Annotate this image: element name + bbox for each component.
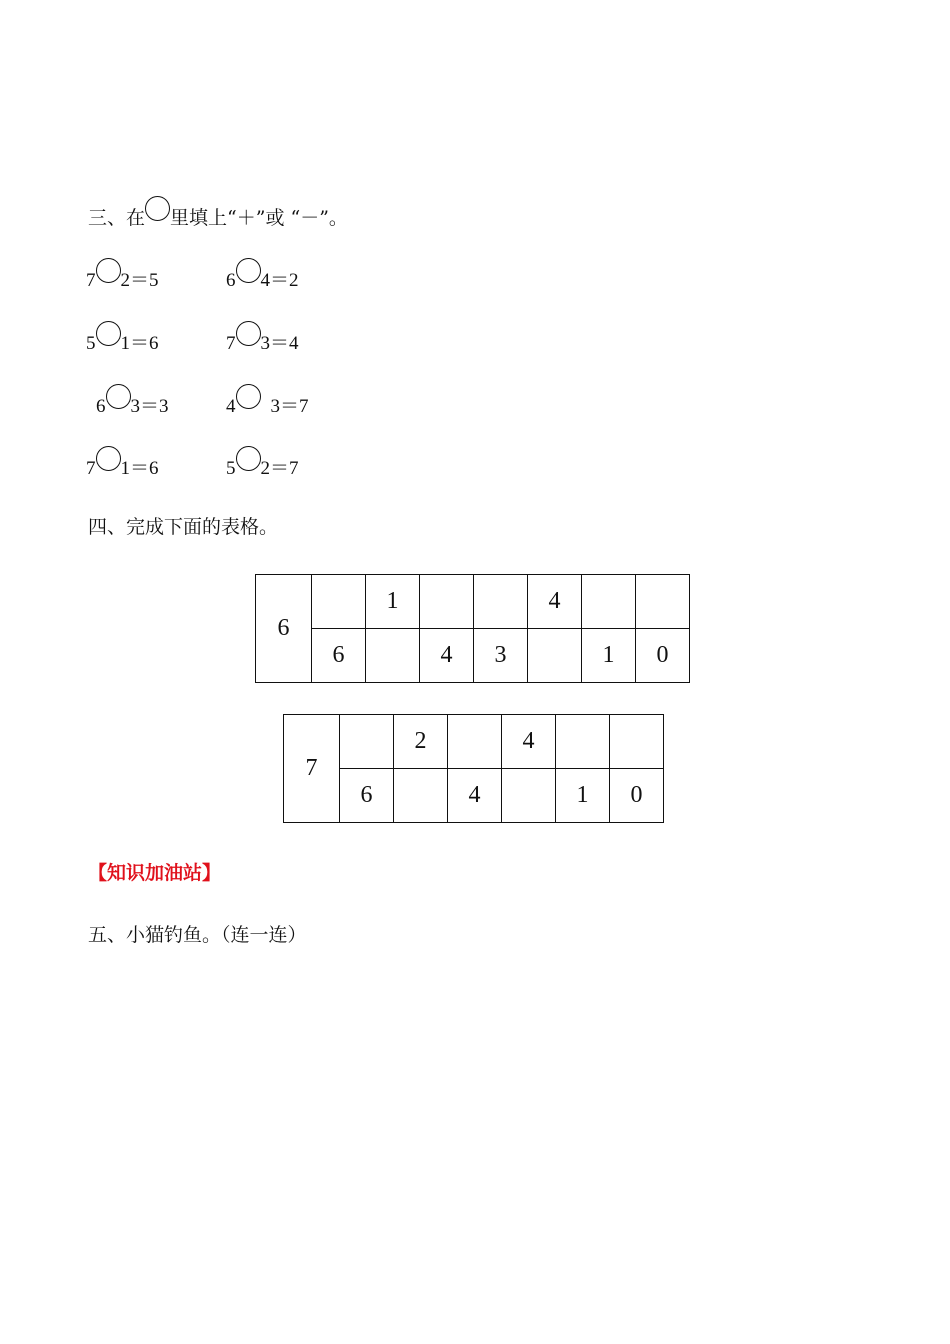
equation-8: 5 2＝7 — [226, 446, 299, 482]
table-cell[interactable]: 1 — [556, 769, 610, 823]
answer-circle-icon — [145, 196, 170, 221]
table-cell[interactable]: 0 — [610, 769, 664, 823]
table-cell[interactable] — [636, 575, 690, 629]
table-cell[interactable]: 1 — [582, 629, 636, 683]
table-cell[interactable] — [474, 575, 528, 629]
table-cell[interactable]: 2 — [394, 715, 448, 769]
table-cell[interactable] — [556, 715, 610, 769]
table-7 — [283, 714, 664, 823]
answer-circle-8[interactable] — [236, 446, 261, 471]
section4-heading: 四、完成下面的表格。 — [88, 516, 279, 538]
equation-1: 7 2＝5 — [86, 258, 159, 294]
knowledge-station-label: 【知识加油站】 — [88, 862, 222, 884]
answer-circle-4[interactable] — [236, 321, 261, 346]
answer-circle-1[interactable] — [96, 258, 121, 283]
table-cell[interactable]: 3 — [474, 629, 528, 683]
table-cell[interactable] — [528, 629, 582, 683]
equation-7: 7 1＝6 — [86, 446, 159, 482]
section3-heading-after: 里填上“＋”或 “－”。 — [170, 207, 348, 229]
table-head: 7 — [284, 715, 340, 823]
answer-circle-5[interactable] — [106, 384, 131, 409]
table-cell[interactable] — [582, 575, 636, 629]
equation-2: 6 4＝2 — [226, 258, 299, 294]
table-cell[interactable] — [448, 715, 502, 769]
table-cell[interactable]: 4 — [502, 715, 556, 769]
equation-3: 5 1＝6 — [86, 321, 159, 357]
table-head: 6 — [256, 575, 312, 683]
section3-heading — [88, 196, 348, 231]
table-cell[interactable]: 4 — [420, 629, 474, 683]
table-cell[interactable] — [366, 629, 420, 683]
table-cell[interactable]: 6 — [312, 629, 366, 683]
section3-heading-before: 三、在 — [88, 207, 146, 229]
table-cell[interactable] — [394, 769, 448, 823]
section5-heading: 五、小猫钓鱼。（连一连） — [88, 924, 307, 946]
table-6 — [255, 574, 690, 683]
answer-circle-6[interactable] — [236, 384, 261, 409]
table-cell[interactable] — [610, 715, 664, 769]
equation-6: 4 3＝7 — [226, 384, 309, 420]
table-cell[interactable] — [312, 575, 366, 629]
equation-4: 7 3＝4 — [226, 321, 299, 357]
table-cell[interactable]: 0 — [636, 629, 690, 683]
table-cell[interactable] — [340, 715, 394, 769]
table-cell[interactable]: 4 — [528, 575, 582, 629]
table-cell[interactable]: 4 — [448, 769, 502, 823]
answer-circle-3[interactable] — [96, 321, 121, 346]
table-cell[interactable] — [502, 769, 556, 823]
table-cell[interactable]: 1 — [366, 575, 420, 629]
table-cell[interactable]: 6 — [340, 769, 394, 823]
equation-5: 6 3＝3 — [96, 384, 169, 420]
table-cell[interactable] — [420, 575, 474, 629]
answer-circle-2[interactable] — [236, 258, 261, 283]
answer-circle-7[interactable] — [96, 446, 121, 471]
